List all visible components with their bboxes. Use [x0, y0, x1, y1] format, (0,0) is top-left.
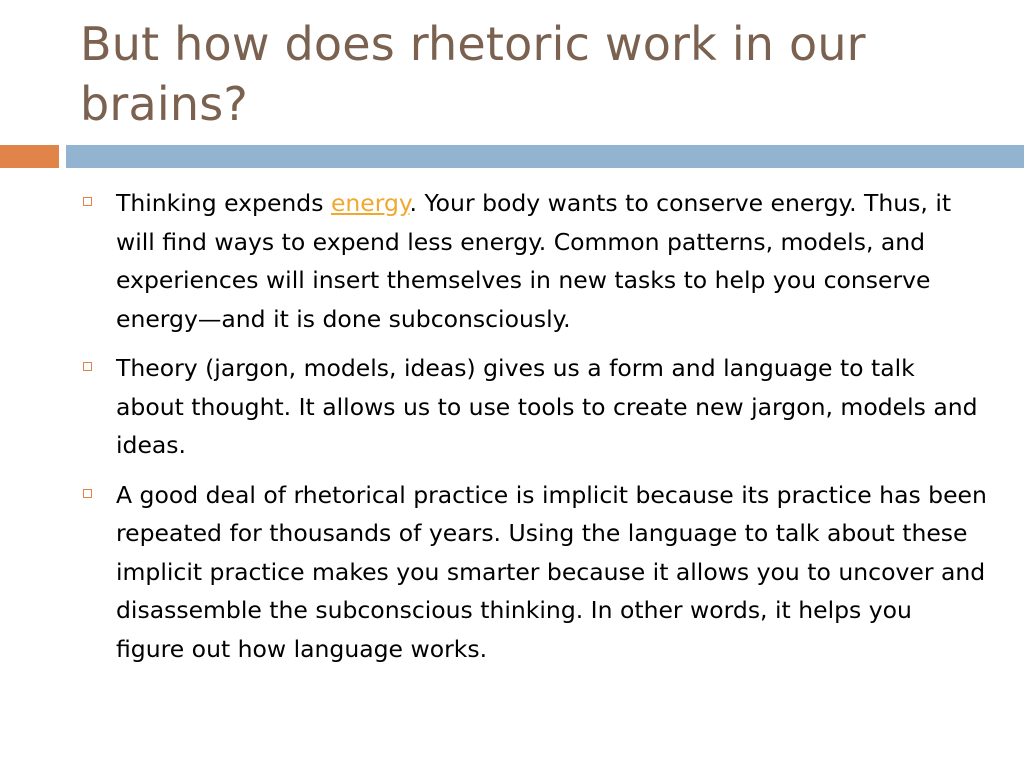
bullet-text-before: Thinking expends: [116, 189, 331, 217]
bullet-list: [82, 184, 987, 679]
slide-title: But how does rhetoric work in our brains?: [80, 17, 866, 131]
square-bullet-icon: [83, 197, 92, 206]
bullet-item: [82, 476, 987, 669]
bullet-text-after: . Your body wants to conserve energy. Thus, it will find ways to expend less energy. Common patterns, models, and experiences will insert themselves in new tasks to help you conserve energy—and it is done subconsciously.: [116, 189, 952, 333]
bullet-item: [82, 184, 987, 338]
accent-bar-blue: [66, 145, 1024, 168]
bullet-text: A good deal of rhetorical practice is implicit because its practice has been repeated for thousands of years. Using the language to talk about these implicit practice makes you smarter because it allows you to uncover and disassemble the subconscious thinking. In other words, it helps you figure out how language works.: [116, 480, 987, 663]
accent-bar-orange: [0, 145, 59, 168]
square-bullet-icon: [83, 362, 92, 371]
bullet-text: [116, 184, 987, 338]
bullet-text: Theory (jargon, models, ideas) gives us a form and language to talk about thought. It allows us to use tools to create new jargon, models and ideas.: [116, 354, 978, 459]
energy-link[interactable]: energy: [330, 189, 410, 217]
square-bullet-icon: [83, 489, 92, 498]
bullet-item: [82, 349, 987, 465]
